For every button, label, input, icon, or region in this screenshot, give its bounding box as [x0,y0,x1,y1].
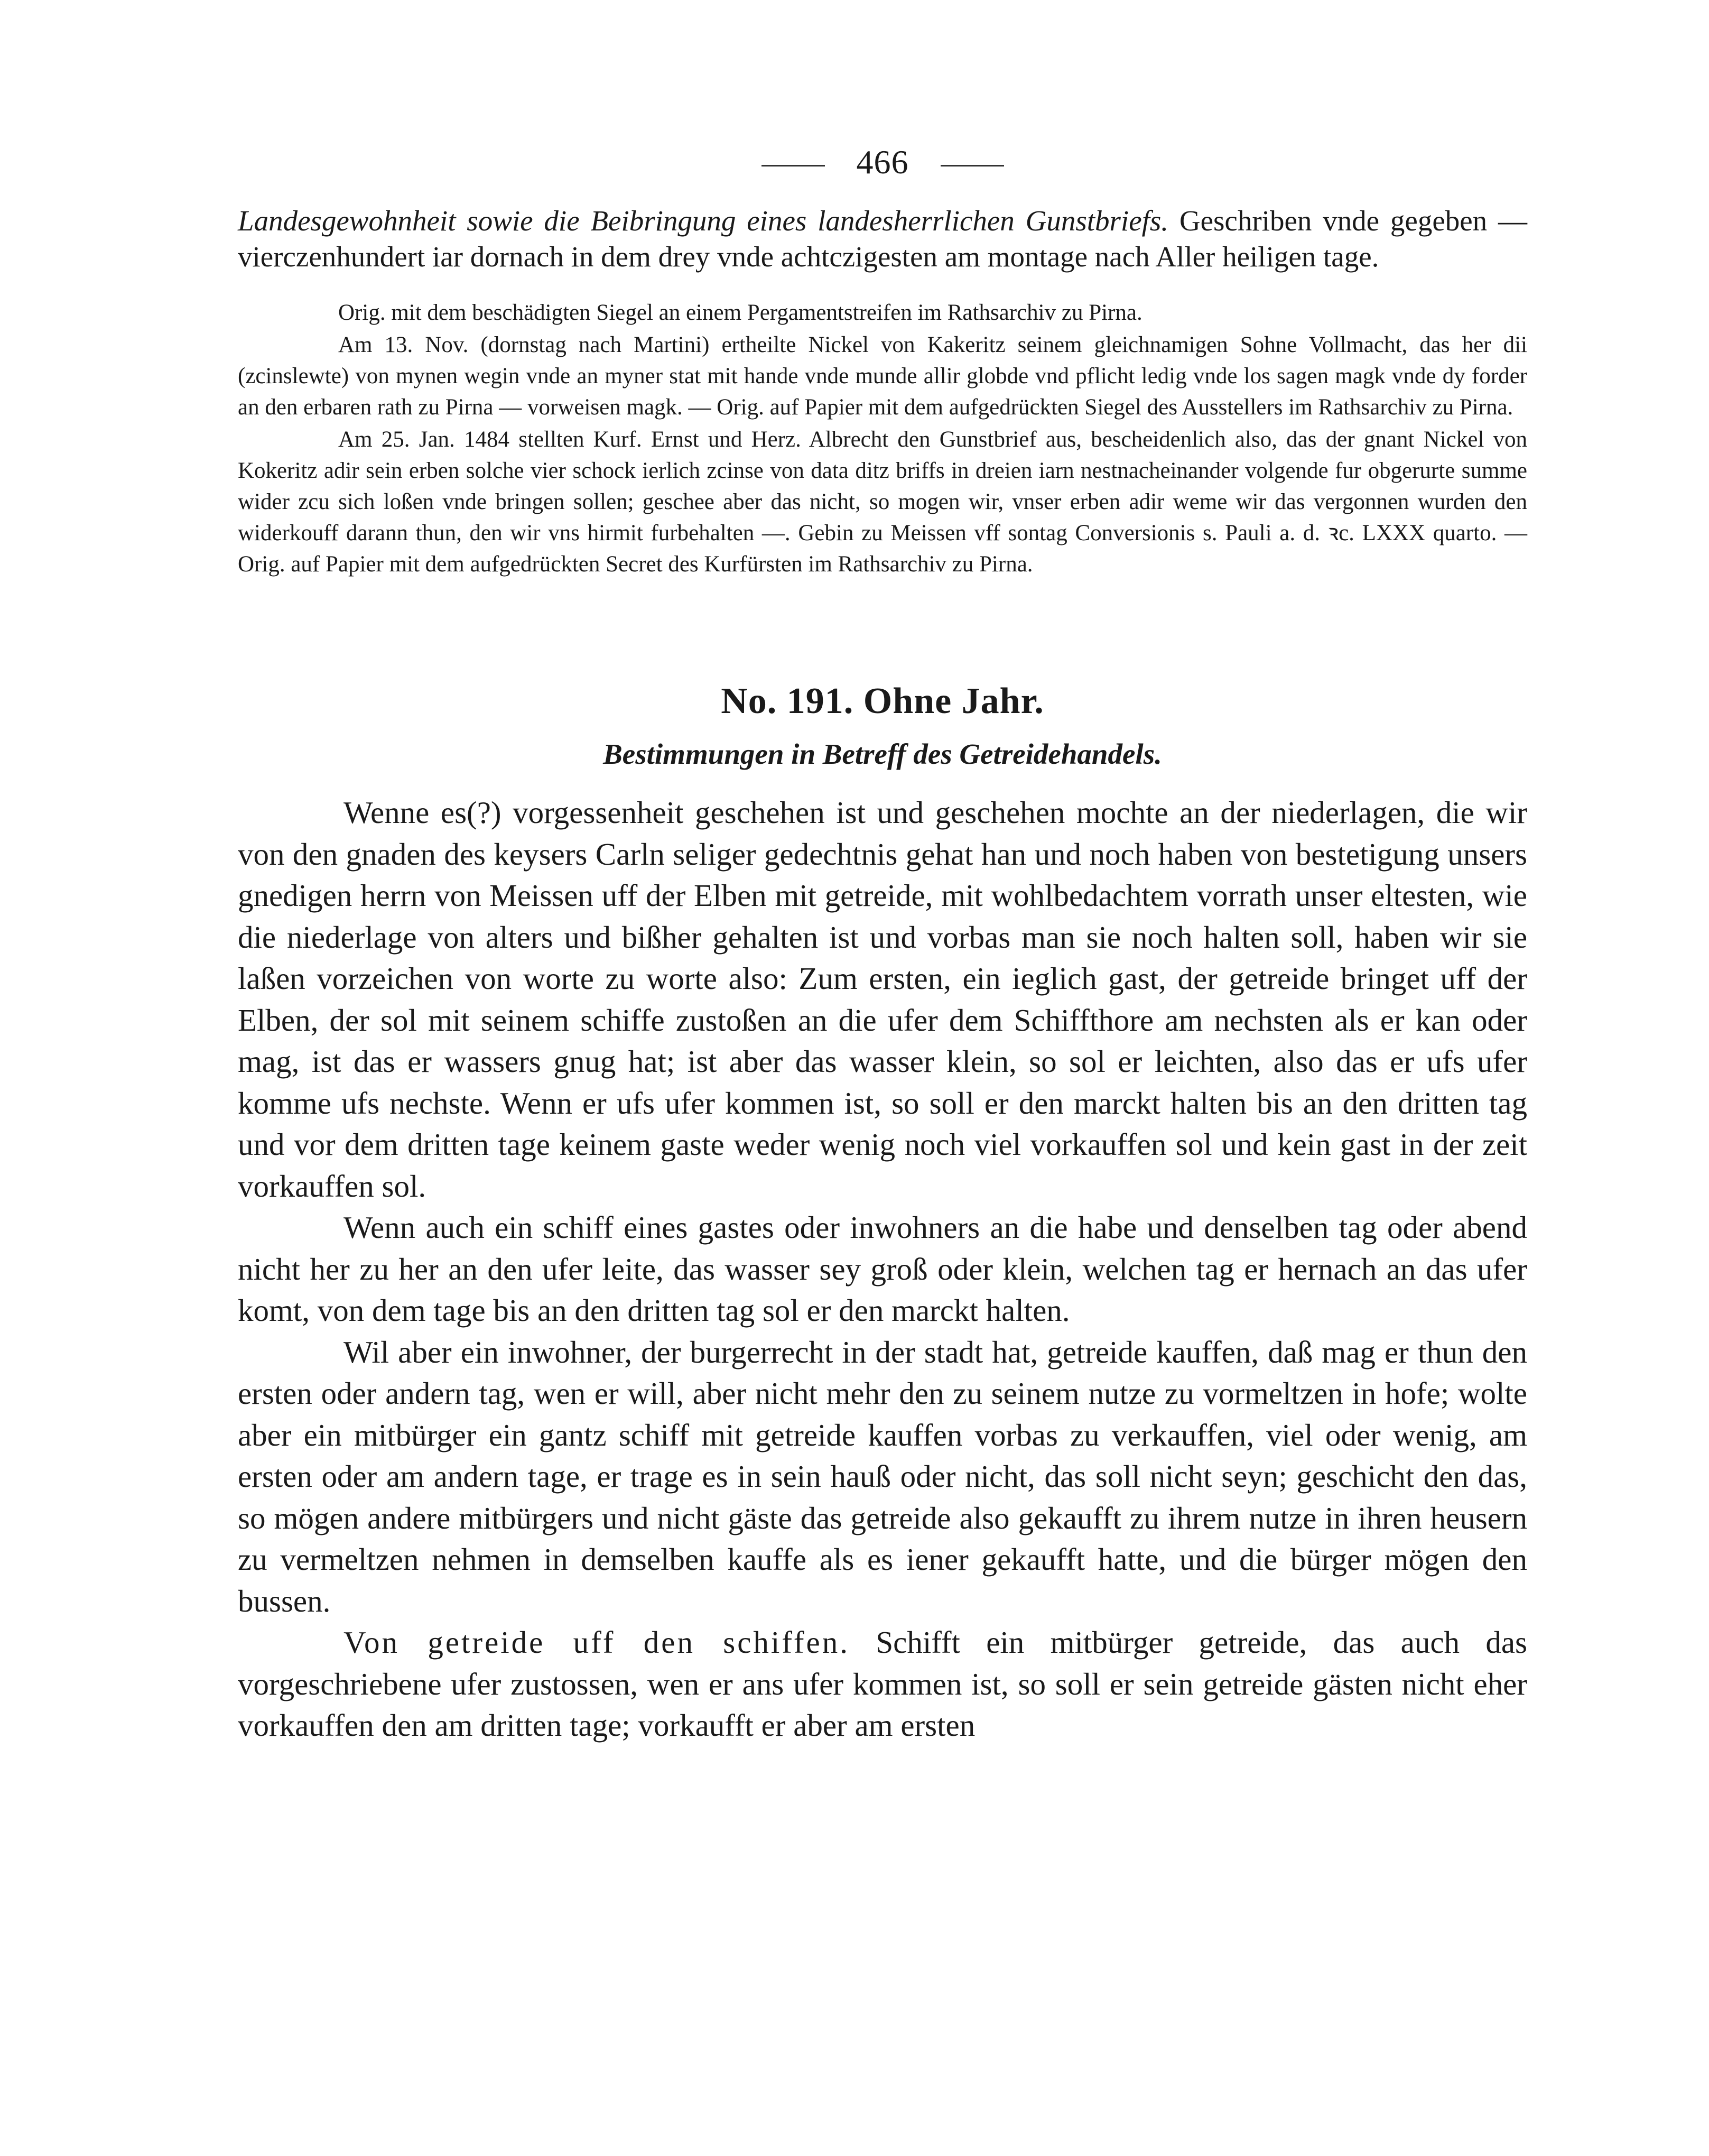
body-paragraph-3: Wil aber ein inwohner, der burgerrecht in der stadt hat, getreide kauffen, daß mag er thun den ersten oder andern tag, wen er will, aber nicht mehr den zu seinem nutze zu vormeltzen in hofe; wolte aber ein mitbürger ein gantz schiff mit getreide kauffen vorbas zu verkauffen, viel oder wenig, am ersten oder am andern tage, er trage es in sein hauß oder nicht, das soll nicht seyn; geschicht den das, so mögen andere mitbürgers und nicht gäste das getreide also gekaufft zu ihrem nutze in ihren heusern zu vermeltzen nehmen in demselben kauffe als es iener gekaufft hatte, und die bürger mögen den bussen. [238,1334,1527,1618]
page [238,143,1527,1746]
note-3: Am 25. Jan. 1484 stellten Kurf. Ernst und Herz. Albrecht den Gunstbrief aus, bescheidenlich also, das der gnant Nickel von Kokeritz adir sein erben solche vier schock ierlich zcinse von data ditz briffs in dreien iarn nestnacheinander volgende fur obgerurte summe wider zcu sich loßen vnde bringen sollen; geschee aber das nicht, so mogen wir, vnser erben adir weme wir das vergonnen wurden den widerkouff darann thun, den wir vns hirmit furbehalten —. Gebin zu Meissen vff sontag Conversionis s. Pauli a. d. ꝛc. LXXX quarto. — Orig. auf Papier mit dem aufgedrückten Secret des Kurfürsten im Rathsarchiv zu Pirna. [238,427,1527,577]
dash-right [941,165,1004,166]
body-paragraph-2: Wenn auch ein schiff eines gastes oder inwohners an die habe und denselben tag oder abend nicht her zu her an den ufer leite, das wasser sey groß oder klein, welchen tag er hernach an das ufer komt, von dem tage bis an den dritten tag sol er den marckt halten. [238,1210,1527,1328]
body-paragraph-1: Wenne es(?) vorgessenheit geschehen ist und geschehen mochte an der niederlagen, die wir von den gnaden des keysers Carln seliger gedechtnis gehat han und noch haben von bestetigung unsers gnedigen herrn von Meissen uff der Elben mit getreide, mit wohlbedachtem vorrath unser eltesten, wie die niederlage von alters und bißher gehalten ist und vorbas man sie noch halten soll, haben wir sie laßen vorzeichen von worte zu worte also: Zum ersten, ein ieglich gast, der getreide bringet uff der Elben, der sol mit seinem schiffe zustoßen an die ufer dem Schiffthore am nechsten als er kan oder mag, ist das er wassers gnug hat; ist aber das wasser klein, so sol er leichten, also das er ufs ufer komme ufs nechste. Wenn er ufs ufer kommen ist, so soll er den marckt halten bis an den dritten tag und vor dem dritten tage keinem gaste weder wenig noch viel vorkauffen sol und kein gast in der zeit vorkauffen sol. [238,795,1527,1204]
lead-paragraph [238,203,1527,275]
note-2: Am 13. Nov. (dornstag nach Martini) ertheilte Nickel von Kakeritz seinem gleichnamigen Sohne Vollmacht, das her dii (zcinslewte) von mynen wegin vnde an myner stat mit hande vnde munde allir globde vnd pflicht ledig vnde los sagen magk vnde dy forder an den erbaren rath zu Pirna — vorweisen magk. — Orig. auf Papier mit dem aufgedrückten Siegel des Ausstellers im Rathsarchiv zu Pirna. [238,332,1527,420]
lead-italic: Landesgewohnheit sowie die Beibringung eines landesherrlichen Gunstbriefs. [238,205,1169,237]
note-1: Orig. mit dem beschädigten Siegel an einem Pergamentstreifen im Rathsarchiv zu Pirna. [338,300,1143,325]
section-gap [238,580,1527,680]
section-heading-inline: Von getreide uff den schiffen. [343,1625,850,1660]
document-title: No. 191. Ohne Jahr. [721,681,1044,721]
document-subtitle: Bestimmungen in Betreff des Getreidehandels. [603,738,1162,770]
body-paragraph-4-text: Schifft ein mitbürger getreide, das auch das vorgeschriebene ufer zustossen, wen er ans ufer kommen ist, so soll er sein getreide gästen nicht eher vorkauffen den am dritten tage; vorkaufft er aber am ersten [238,1625,1527,1743]
body-paragraph-4 [238,1622,1527,1746]
dash-left [761,165,825,166]
lead-text: Geschriben vnde gegeben — vierczenhundert iar dornach in dem drey vnde achtczigesten am montage nach Aller heiligen tage. [238,205,1527,273]
page-number-text: 466 [856,143,909,181]
page-number [238,143,1527,182]
